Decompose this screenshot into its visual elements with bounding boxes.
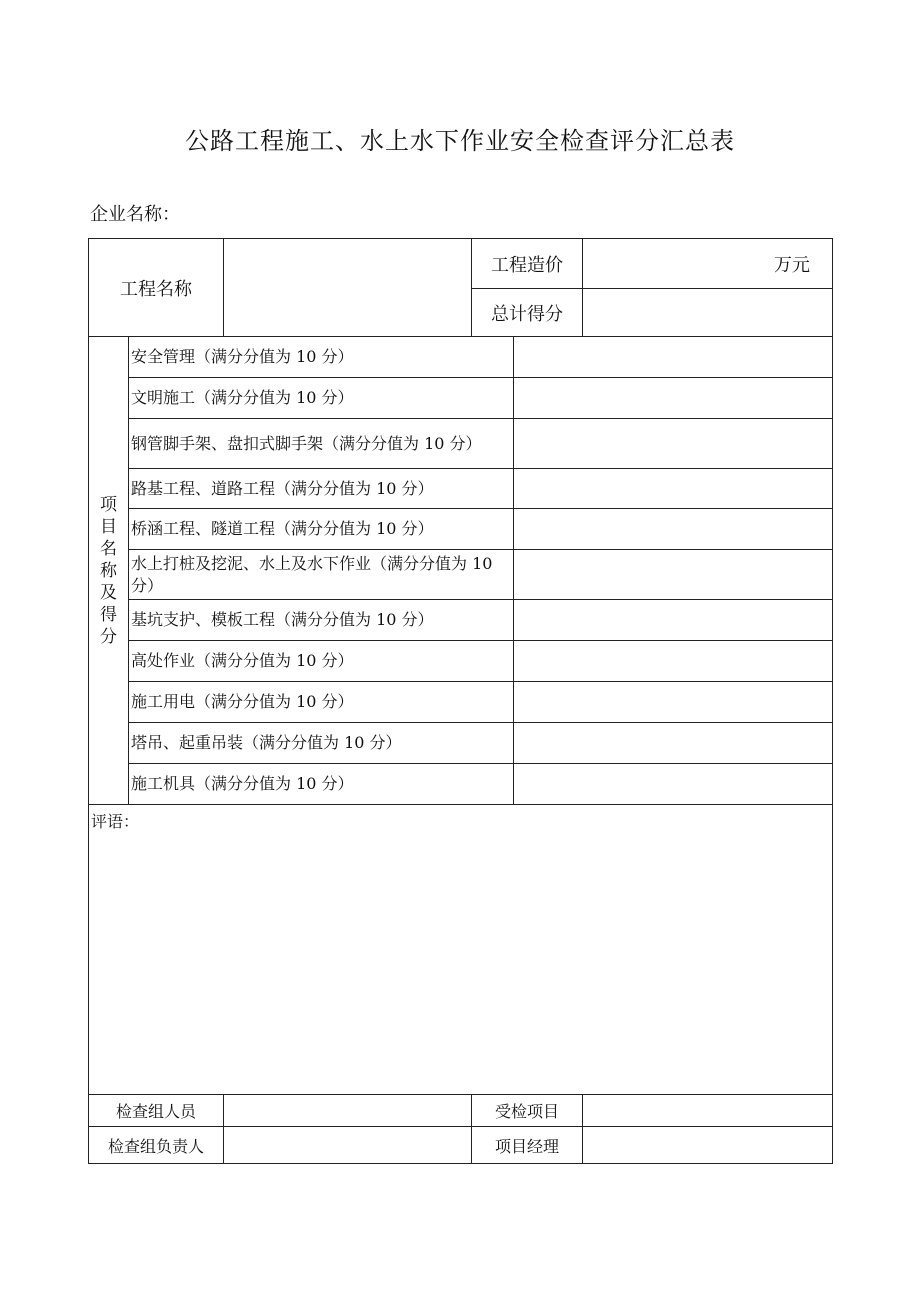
item-label: 施工用电（满分分值为 10 分） [129, 682, 514, 723]
item-label: 安全管理（满分分值为 10 分） [129, 337, 514, 378]
project-manager-field[interactable] [583, 1127, 833, 1164]
item-score-field[interactable] [514, 682, 833, 723]
inspectors-field[interactable] [224, 1095, 472, 1127]
item-label: 文明施工（满分分值为 10 分） [129, 378, 514, 419]
company-name-row [90, 200, 380, 226]
item-score-field[interactable] [514, 723, 833, 764]
summary-table [88, 238, 833, 1164]
item-label: 水上打桩及挖泥、水上及水下作业（满分分值为 10 分） [129, 550, 514, 600]
inspected-project-field[interactable] [583, 1095, 833, 1127]
item-score-field[interactable] [514, 378, 833, 419]
project-name-label: 工程名称 [89, 239, 224, 337]
total-score-field[interactable] [583, 289, 833, 337]
item-label: 施工机具（满分分值为 10 分） [129, 764, 514, 805]
inspectors-label: 检查组人员 [89, 1095, 224, 1127]
item-score-field[interactable] [514, 337, 833, 378]
item-score-field[interactable] [514, 641, 833, 682]
item-score-field[interactable] [514, 764, 833, 805]
cost-label: 工程造价 [472, 239, 583, 289]
item-label: 高处作业（满分分值为 10 分） [129, 641, 514, 682]
item-label: 钢管脚手架、盘扣式脚手架（满分分值为 10 分） [129, 419, 514, 469]
item-score-field[interactable] [514, 469, 833, 509]
page-title: 公路工程施工、水上水下作业安全检查评分汇总表 [185, 127, 735, 155]
item-score-field[interactable] [514, 419, 833, 469]
team-leader-field[interactable] [224, 1127, 472, 1164]
item-score-field[interactable] [514, 600, 833, 641]
item-label: 桥涵工程、隧道工程（满分分值为 10 分） [129, 509, 514, 550]
item-score-field[interactable] [514, 509, 833, 550]
project-name-field[interactable] [224, 239, 472, 337]
items-side-label: 项目名称及得分 [89, 337, 129, 805]
total-score-label: 总计得分 [472, 289, 583, 337]
company-name-label: 企业名称： [90, 204, 180, 225]
team-leader-label: 检查组负责人 [89, 1127, 224, 1164]
item-label: 路基工程、道路工程（满分分值为 10 分） [129, 469, 514, 509]
comment-area[interactable] [89, 805, 833, 1095]
item-label: 基坑支护、模板工程（满分分值为 10 分） [129, 600, 514, 641]
cost-field[interactable] [583, 239, 833, 289]
comment-label: 评语： [91, 812, 140, 831]
cost-unit: 万元 [774, 254, 810, 276]
item-score-field[interactable] [514, 550, 833, 600]
project-manager-label: 项目经理 [472, 1127, 583, 1164]
item-label: 塔吊、起重吊装（满分分值为 10 分） [129, 723, 514, 764]
inspected-project-label: 受检项目 [472, 1095, 583, 1127]
